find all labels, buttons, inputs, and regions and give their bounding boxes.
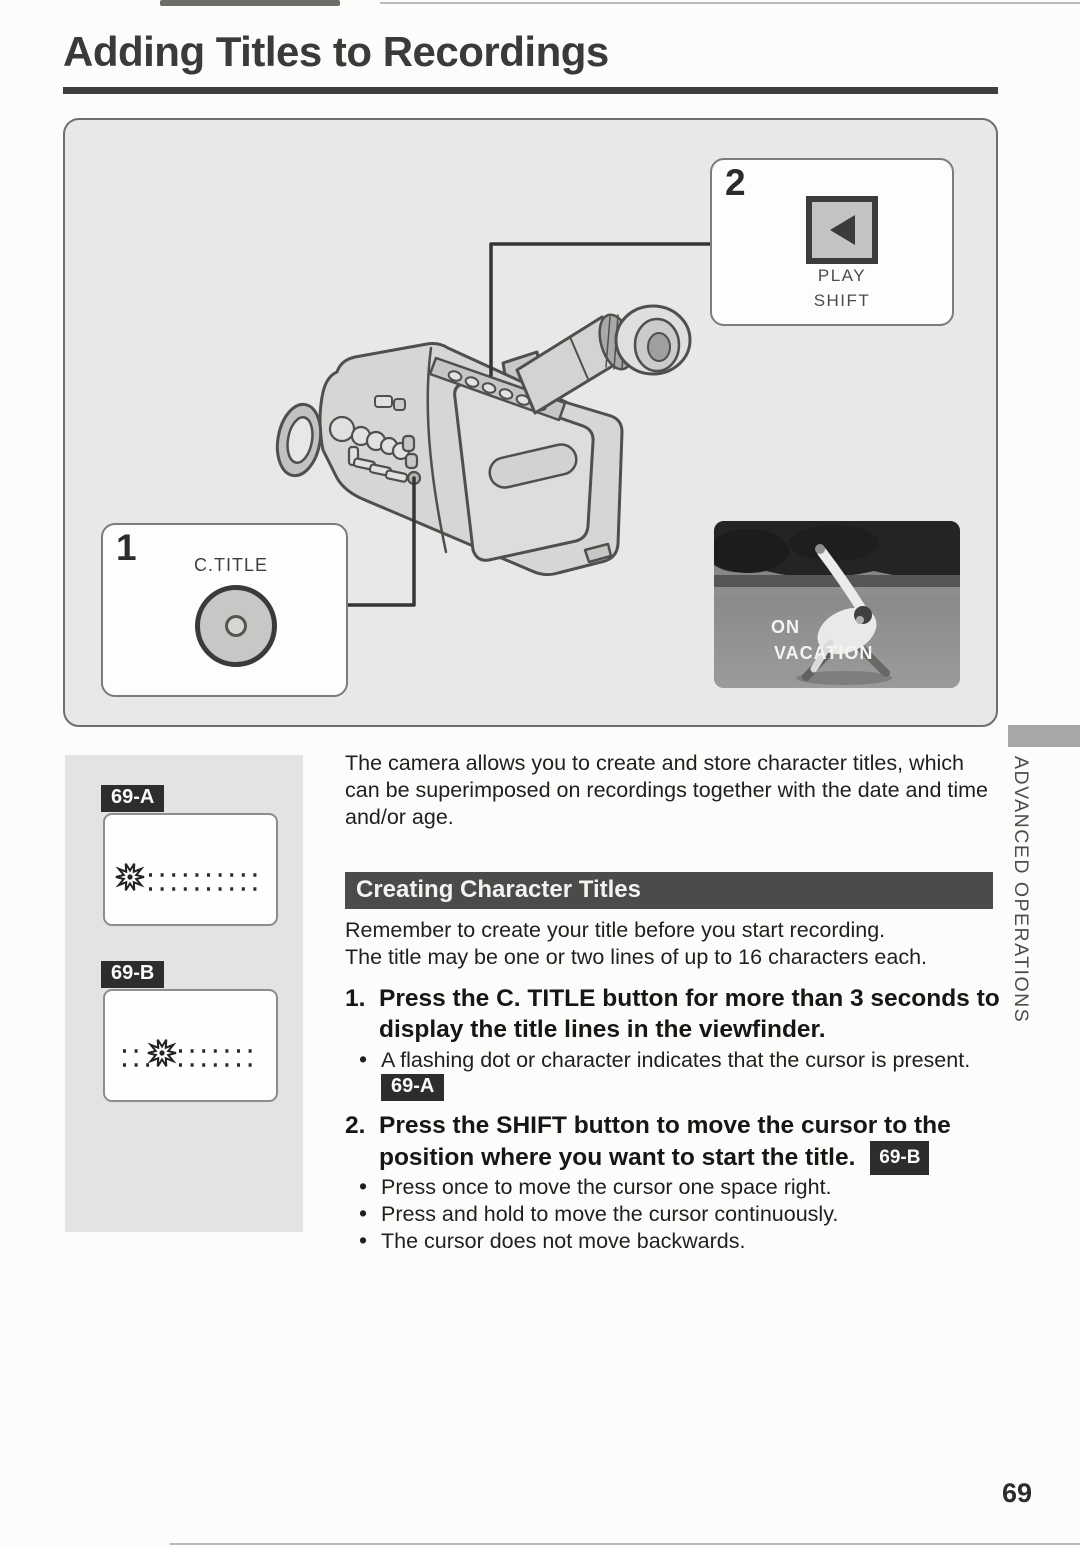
step-text: Press the C. TITLE button for more than 3 seconds to display the title lines in the viewfinder. xyxy=(379,985,1000,1043)
page-number: 69 xyxy=(1002,1478,1033,1508)
figure-ref-badge-69a: 69-A xyxy=(381,1074,444,1101)
viewfinder-figure-69a xyxy=(103,813,278,926)
ctitle-button xyxy=(195,585,277,667)
bullet-item: • The cursor does not move backwards. xyxy=(359,1228,1004,1254)
chapter-side-label: ADVANCED OPERATIONS xyxy=(1010,756,1032,1024)
figure-ref-badge-69b: 69-B xyxy=(870,1141,929,1175)
step-text: Press the SHIFT button to move the cursor to the position where you want to start the title. xyxy=(379,1112,951,1171)
play-label: PLAY xyxy=(817,266,867,285)
chapter-edge-tab xyxy=(1008,725,1080,747)
step-1-heading xyxy=(345,983,1005,1045)
callout-number: 2 xyxy=(725,162,746,203)
figure-sidebar xyxy=(65,755,303,1232)
bullet-item: • A flashing dot or character indicates that the cursor is present. xyxy=(359,1047,1004,1073)
callout-number: 1 xyxy=(116,527,137,568)
photo-title-line1: ON xyxy=(771,617,800,637)
photo-title-line2: VACATION xyxy=(774,643,874,663)
step-2-heading xyxy=(345,1110,1005,1175)
shift-label: SHIFT xyxy=(813,291,871,310)
flashing-cursor-icon xyxy=(116,864,144,891)
section-heading: Creating Character Titles xyxy=(345,872,993,909)
scan-artifact-line xyxy=(380,2,1080,4)
intro-paragraph: The camera allows you to create and store character titles, which can be superimposed on recordings together with the date and time and/or age. xyxy=(345,751,989,829)
scan-artifact-smudge xyxy=(160,0,340,6)
figure-badge-69b: 69-B xyxy=(101,961,164,988)
section-note: The title may be one or two lines of up to 16 characters each. xyxy=(345,945,928,969)
shift-button xyxy=(806,196,878,264)
title-underline xyxy=(63,87,998,94)
section-note: Remember to create your title before you start recording. xyxy=(345,918,886,942)
step-number: 2. xyxy=(345,1112,366,1139)
figure-badge-69a: 69-A xyxy=(101,785,164,812)
callout-ctitle-button xyxy=(101,523,348,697)
viewfinder-figure-69b xyxy=(103,989,278,1102)
ctitle-label: C.TITLE xyxy=(193,555,268,575)
diagram-panel xyxy=(63,118,998,727)
page-title: Adding Titles to Recordings xyxy=(63,28,609,75)
sample-photo xyxy=(714,521,960,688)
step-number: 1. xyxy=(345,985,366,1012)
callout-shift-button xyxy=(710,158,954,326)
bullet-item: • Press once to move the cursor one space right. xyxy=(359,1174,1004,1200)
left-triangle-icon xyxy=(830,215,855,245)
flashing-cursor-icon xyxy=(148,1040,176,1067)
bullet-item: • Press and hold to move the cursor continuously. xyxy=(359,1201,1004,1227)
scan-artifact-bottom-line xyxy=(170,1543,1080,1545)
